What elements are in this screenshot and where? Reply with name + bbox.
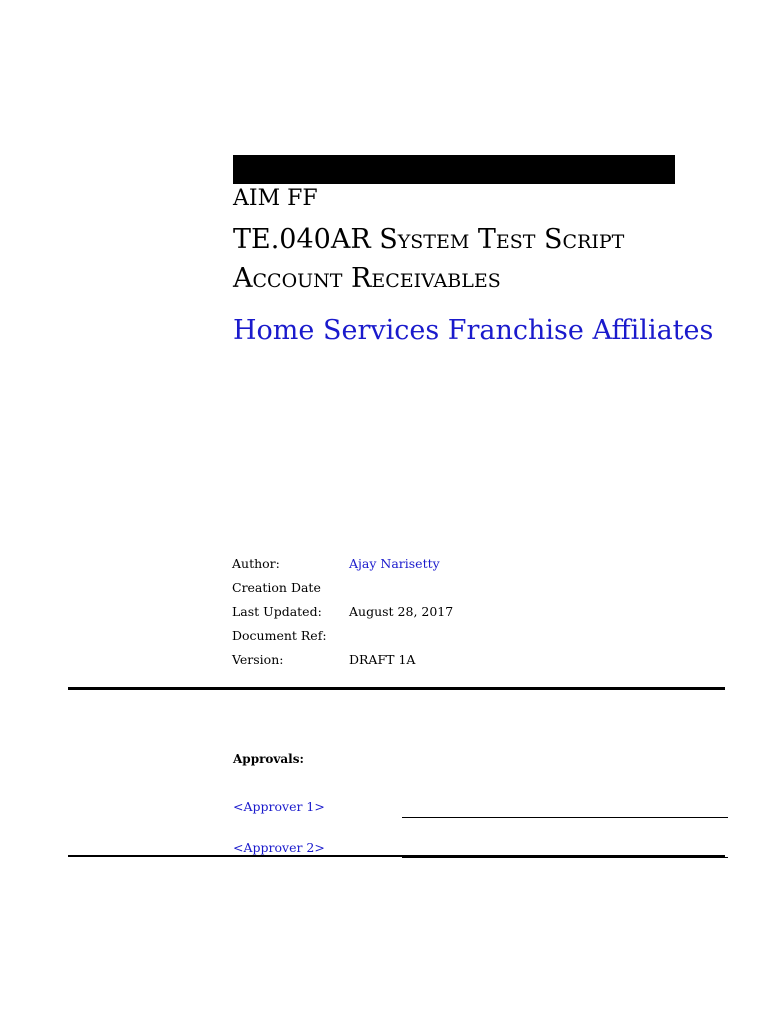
redaction-bar [233, 155, 675, 184]
approver-1-placeholder: <Approver 1> [233, 799, 325, 814]
document-ref-label: Document Ref: [232, 628, 327, 643]
approver-2-signature-line [402, 857, 728, 858]
last-updated-value: August 28, 2017 [349, 604, 454, 619]
last-updated-label: Last Updated: [232, 604, 322, 619]
version-value: DRAFT 1A [349, 652, 416, 667]
author-value: Ajay Narisetty [349, 556, 440, 571]
author-label: Author: [232, 556, 280, 571]
document-title-line-1: TE.040AR System Test Script [233, 224, 625, 255]
document-title-line-2: Account Receivables [233, 263, 501, 294]
version-label: Version: [232, 652, 284, 667]
approver-1-signature-line [402, 817, 728, 818]
project-code: AIM FF [233, 186, 318, 211]
client-name: Home Services Franchise Affiliates [233, 315, 714, 346]
approvals-heading: Approvals: [233, 752, 304, 766]
approver-2-placeholder: <Approver 2> [233, 840, 325, 855]
section-divider-bottom [68, 855, 725, 857]
creation-date-label: Creation Date [232, 580, 321, 595]
section-divider-top [68, 687, 725, 690]
